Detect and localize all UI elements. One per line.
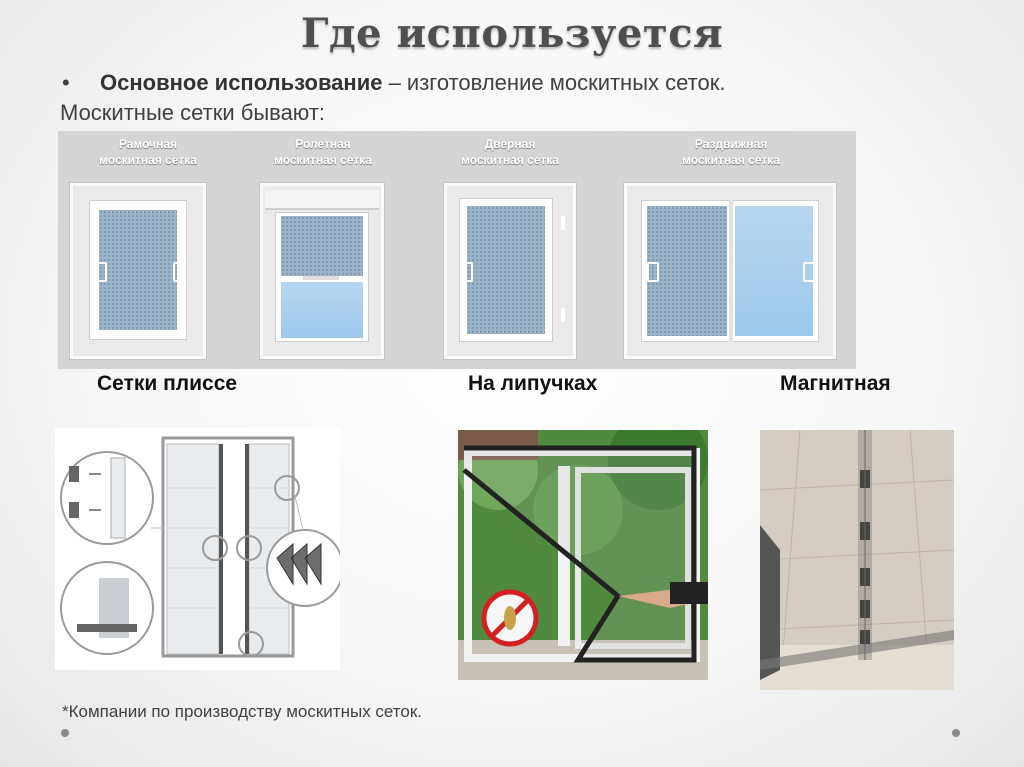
slide-title: Где используется <box>300 10 724 57</box>
door-net-handle <box>461 262 473 282</box>
sliding-net-mesh <box>647 206 727 336</box>
door-net-sash <box>459 198 553 342</box>
type-label-door-line1: Дверная <box>484 137 536 151</box>
velcro-net-photo <box>458 430 708 680</box>
velcro-net-image <box>458 430 708 680</box>
roller-net-mesh <box>281 216 363 276</box>
net-types-panel <box>58 131 856 369</box>
type-label-roller-line1: Ролетная <box>295 137 351 151</box>
pleated-net-illustration <box>55 428 340 670</box>
bullet-bold-text: Основное использование <box>100 70 383 95</box>
type-label-sliding-line1: Раздвижная <box>694 137 768 151</box>
roller-net-window <box>260 183 384 359</box>
decor-dot-left <box>61 729 69 737</box>
sliding-net-divider <box>729 200 733 342</box>
sliding-net-handle-left <box>647 262 659 282</box>
sliding-net-sash <box>641 200 819 342</box>
type-label-door-line2: москитная сетка <box>461 153 559 167</box>
caption-pleated: Сетки плиссе <box>97 372 238 395</box>
door-net-window <box>444 183 576 359</box>
magnetic-net-photo <box>760 430 954 690</box>
type-label-sliding <box>656 136 806 168</box>
sliding-net-handle-right <box>803 262 815 282</box>
roller-net-sash <box>275 212 369 342</box>
bullet-line <box>62 70 725 96</box>
roller-net-cassette <box>265 190 379 210</box>
type-label-sliding-line2: москитная сетка <box>682 153 780 167</box>
decor-dot-right <box>952 729 960 737</box>
footnote: *Компании по производству москитных сеток. <box>62 702 423 721</box>
frame-net-clip-left <box>95 262 107 282</box>
door-net-mesh <box>467 206 545 334</box>
frame-net-mesh <box>99 210 177 330</box>
type-label-door <box>440 136 580 168</box>
subtitle-text: Москитные сетки бывают: <box>60 100 326 125</box>
type-label-roller-line2: москитная сетка <box>274 153 372 167</box>
door-net-hinge-top <box>561 216 565 230</box>
door-net-hinge-bottom <box>561 308 565 322</box>
type-label-frame-line2: москитная сетка <box>99 153 197 167</box>
magnetic-net-image <box>760 430 954 690</box>
frame-net-window <box>70 183 206 359</box>
caption-velcro: На липучках <box>468 372 598 395</box>
sliding-net-window <box>624 183 836 359</box>
type-label-frame <box>68 136 228 168</box>
bullet-marker: • <box>62 70 70 95</box>
type-label-roller <box>253 136 393 168</box>
pleated-net-image <box>55 428 340 670</box>
sliding-net-glass <box>735 206 813 336</box>
type-label-frame-line1: Рамочная <box>118 137 178 151</box>
roller-net-pull-bar <box>303 276 339 280</box>
roller-net-glass <box>281 282 363 338</box>
bullet-text: – изготовление москитных сеток. <box>382 70 726 95</box>
frame-net-clip-right <box>173 262 185 282</box>
caption-magnetic: Магнитная <box>780 372 891 395</box>
